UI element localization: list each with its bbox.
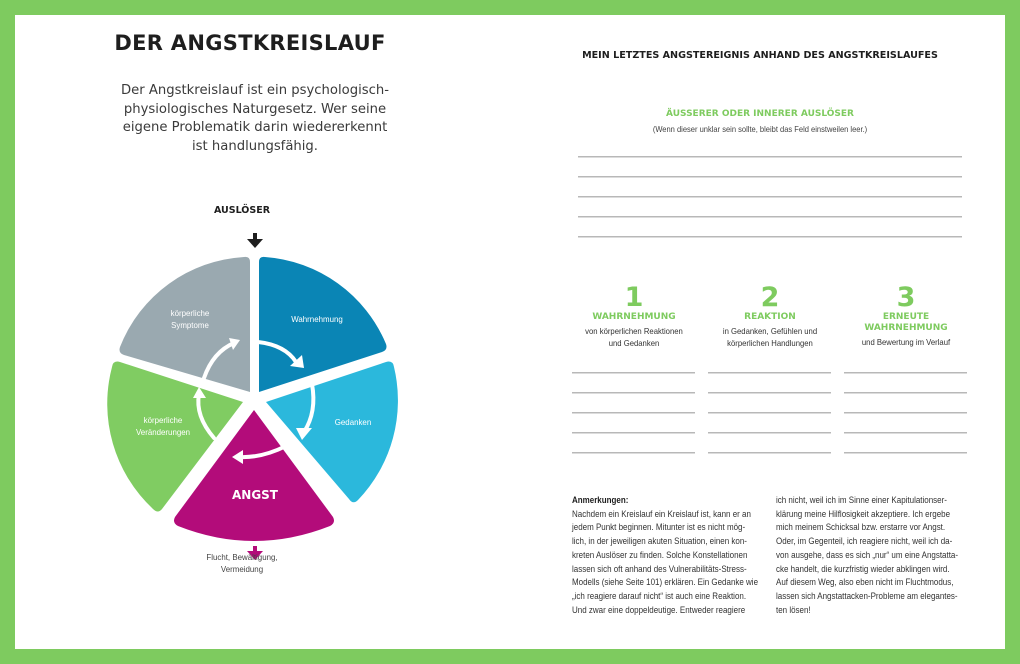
step-3: [836, 284, 976, 349]
notes-line: Und zwar eine doppeldeutige. Entweder reagiere: [572, 604, 746, 615]
desc-line: von körperlichen Reaktionen: [585, 326, 683, 336]
notes-line: cke handelt, die kurzfristig wieder abklingen wird.: [776, 563, 950, 574]
writing-line[interactable]: [708, 372, 831, 374]
slice-label-koerperliche-veraenderungen: [122, 414, 205, 438]
writing-line[interactable]: [572, 392, 695, 394]
worksheet-title: MEIN LETZTES ANGSTEREIGNIS ANHAND DES ANGSTKREISLAUFES: [582, 50, 938, 61]
outcome-line: Vermeidung: [220, 564, 264, 574]
writing-line[interactable]: [578, 216, 962, 218]
intro-line: eigene Problematik darin wiedererkennt: [122, 120, 388, 135]
label-line: Symptome: [171, 320, 209, 330]
writing-line[interactable]: [708, 392, 831, 394]
trigger-label: AUSLÖSER: [213, 205, 271, 216]
writing-line[interactable]: [844, 452, 967, 454]
slice-label-angst: ANGST: [231, 488, 278, 502]
arrow-down-icon: [247, 233, 263, 248]
writing-line[interactable]: [572, 372, 695, 374]
outcome-line: Flucht, Bewältigung,: [206, 552, 278, 562]
label-line: körperliche: [170, 308, 210, 318]
notes-line: Modells (siehe Seite 101) erklären. Ein Gedanke wie: [572, 577, 759, 588]
notes-heading: Anmerkungen:: [572, 495, 629, 505]
writing-line[interactable]: [844, 372, 967, 374]
writing-line[interactable]: [708, 452, 831, 454]
writing-line[interactable]: [578, 176, 962, 178]
writing-line[interactable]: [578, 156, 962, 158]
notes-line: Oder, im Gegenteil, ich reagiere nicht, weil ich da-: [776, 536, 953, 547]
step-number: 3: [896, 282, 916, 313]
notes-line: lassen sich Angstattacken-Probleme am elegantes-: [776, 590, 958, 601]
intro-line: ist handlungsfähig.: [192, 138, 318, 154]
writing-line[interactable]: [572, 432, 695, 434]
trigger-note: (Wenn dieser unklar sein sollte, bleibt das Feld einstweilen leer.): [652, 124, 868, 134]
page-title: DER ANGSTKREISLAUF: [114, 31, 386, 55]
notes-line: jedem Punkt beginnen. Mitunter ist es nicht mög-: [572, 522, 746, 533]
label-line: körperliche: [143, 415, 183, 425]
slice-label-koerperliche-symptome: [153, 307, 227, 331]
label-line: Wahrnehmung: [291, 314, 343, 324]
writing-line[interactable]: [708, 412, 831, 414]
notes-line: mich meinem Schicksal bzw. erstarre vor Angst.: [776, 522, 946, 533]
writing-line[interactable]: [844, 432, 967, 434]
writing-line[interactable]: [844, 392, 967, 394]
notes-line: lassen sich oft anhand des Vulnerabilitäts-Stress-: [572, 563, 747, 574]
writing-line[interactable]: [844, 412, 967, 414]
slice-label-gedanken: [321, 416, 385, 428]
label-line: Gedanken: [334, 417, 372, 427]
slice-label-wahrnehmung: [276, 313, 359, 325]
notes-line: von ausgehe, dass es sich „nur“ um eine Angstatta-: [776, 549, 959, 560]
step-heading: WAHRNEHMUNG: [864, 323, 948, 333]
intro-line: physiologisches Naturgesetz. Wer seine: [123, 101, 387, 117]
notes-line: klärung meine Hilflosigkeit akzeptiere. Ich ergebe: [776, 508, 951, 519]
desc-line: und Gedanken: [608, 337, 660, 348]
desc-line: körperlichen Handlungen: [727, 337, 813, 348]
notes-line: ich nicht, weil ich im Sinne einer Kapitulationser-: [776, 495, 947, 505]
step-heading: WAHRNEHMUNG: [592, 312, 676, 322]
trigger-heading: ÄUSSERER ODER INNERER AUSLÖSER: [666, 109, 854, 119]
outcome-text: [187, 551, 297, 575]
notes-column-2: [776, 494, 976, 617]
notes-line: Auf diesem Weg, also eben nicht im Fluchtmodus,: [776, 577, 954, 588]
notes-line: „ich reagiere darauf nicht“ ist auch eine Reaktion.: [572, 590, 747, 601]
step-description: [570, 326, 699, 349]
notes-line: lich, in der jeweiligen akuten Situation, einen kon-: [572, 536, 747, 547]
step-description: [706, 326, 835, 349]
desc-line: und Bewertung im Verlauf: [861, 337, 951, 347]
intro-line: Der Angstkreislauf ist ein psychologisch-: [121, 83, 389, 98]
step-1: [564, 284, 704, 349]
writing-line[interactable]: [578, 236, 962, 238]
writing-line[interactable]: [578, 196, 962, 198]
step-number: 2: [760, 282, 780, 313]
notes-line: ten lösen!: [776, 604, 811, 615]
writing-line[interactable]: [572, 452, 695, 454]
step-description: [842, 337, 971, 349]
desc-line: in Gedanken, Gefühlen und: [722, 326, 818, 336]
writing-line[interactable]: [708, 432, 831, 434]
step-2: [700, 284, 840, 349]
notes-column-1: [572, 494, 772, 617]
writing-line[interactable]: [572, 412, 695, 414]
notes-line: kreten Auslöser zu finden. Solche Konstellationen: [572, 549, 748, 560]
step-heading: REAKTION: [744, 312, 796, 322]
notes-line: Nachdem ein Kreislauf ein Kreislauf ist, kann er an: [572, 508, 751, 519]
step-number: 1: [624, 282, 644, 313]
step-heading: ERNEUTE: [882, 312, 930, 322]
label-line: Veränderungen: [135, 427, 191, 437]
